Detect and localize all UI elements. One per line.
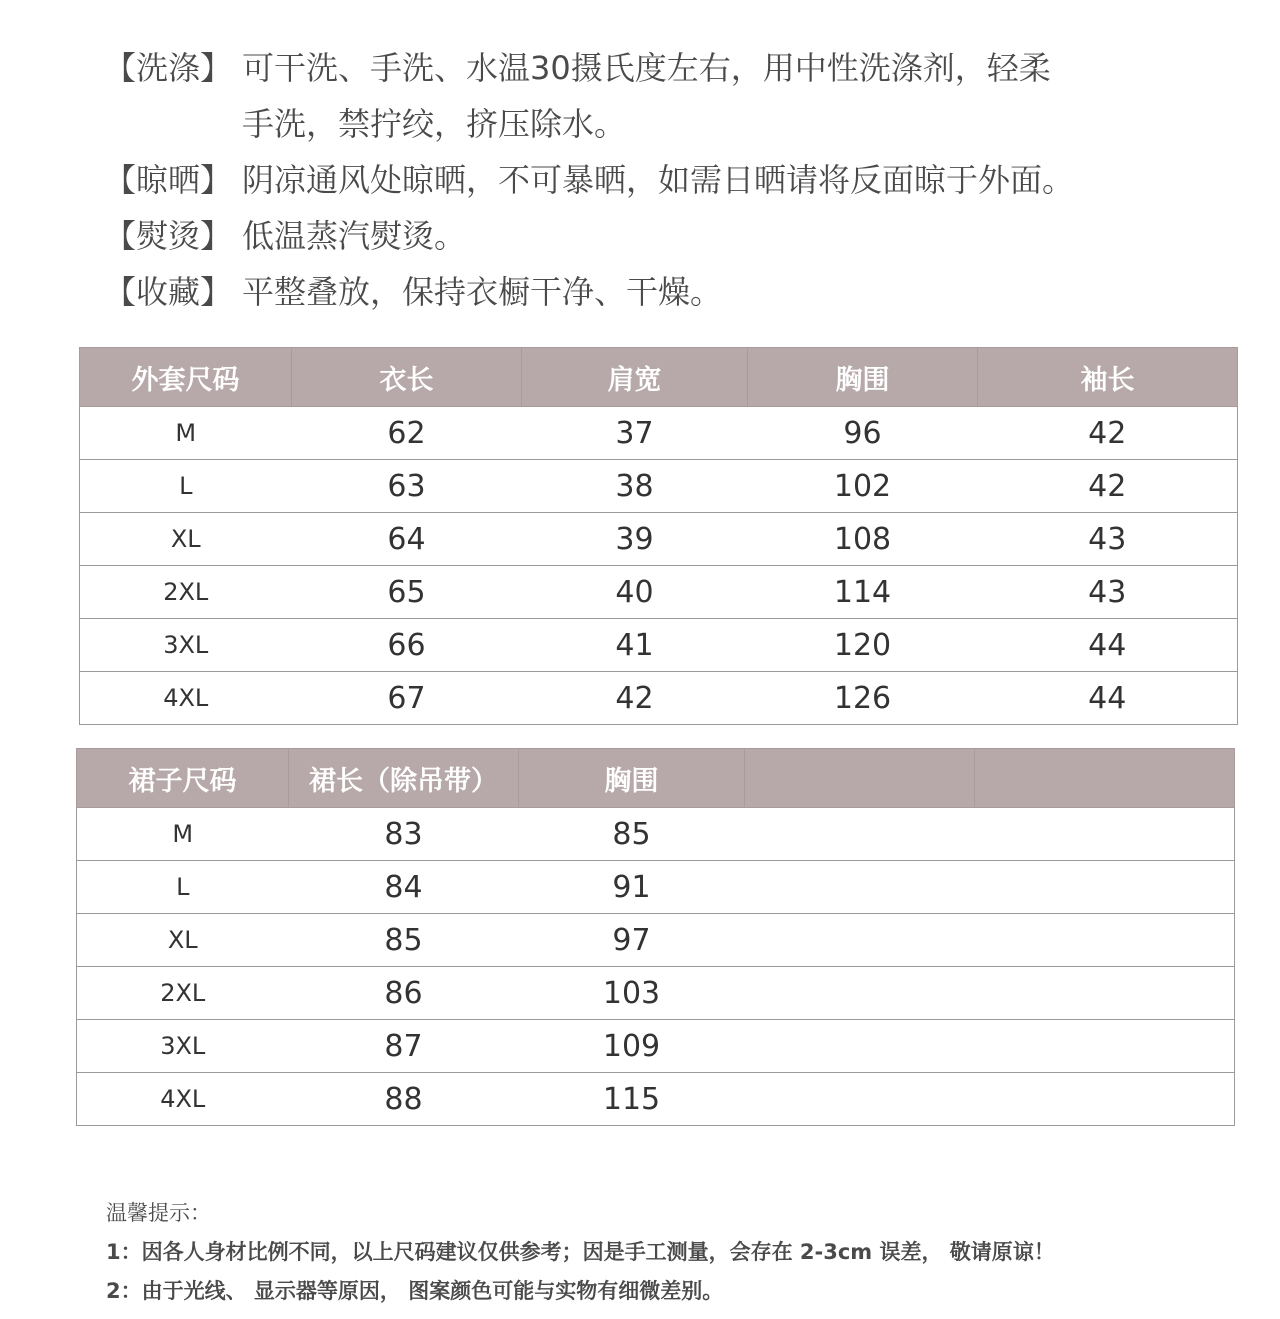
care-text: 平整叠放，保持衣橱干净、干燥。 xyxy=(242,273,723,311)
table-cell: 4XL xyxy=(77,1073,289,1126)
table-cell: 120 xyxy=(748,619,978,672)
table-cell: XL xyxy=(80,513,292,566)
table-cell: 4XL xyxy=(80,672,292,725)
table-row xyxy=(80,672,1238,725)
table-cell: 39 xyxy=(522,513,748,566)
header-cell-size: 裙子尺码 xyxy=(77,749,289,808)
table-cell: L xyxy=(80,460,292,513)
tips-title: 温馨提示： xyxy=(106,1201,211,1225)
table-cell: 88 xyxy=(289,1073,519,1126)
table-row xyxy=(77,1020,1235,1073)
header-cell-chest: 胸围 xyxy=(748,348,978,407)
care-label: 【洗涤】 xyxy=(104,49,233,87)
table-row xyxy=(80,460,1238,513)
table-cell: 38 xyxy=(522,460,748,513)
header-cell-length: 裙长（除吊带） xyxy=(289,749,519,808)
table-cell: 91 xyxy=(519,861,745,914)
table-cell: 44 xyxy=(978,619,1238,672)
table-cell: 115 xyxy=(519,1073,745,1126)
table-cell: 37 xyxy=(522,407,748,460)
table-row xyxy=(77,808,1235,861)
table-cell xyxy=(975,1073,1235,1126)
table-cell: 44 xyxy=(978,672,1238,725)
table-cell: 114 xyxy=(748,566,978,619)
table-cell: 43 xyxy=(978,566,1238,619)
table-row xyxy=(80,407,1238,460)
table-cell: 64 xyxy=(292,513,522,566)
care-label: 【熨烫】 xyxy=(104,217,233,255)
table-cell: 97 xyxy=(519,914,745,967)
table-cell: 103 xyxy=(519,967,745,1020)
table-cell xyxy=(745,1020,975,1073)
table-cell: 2XL xyxy=(80,566,292,619)
table-cell: 96 xyxy=(748,407,978,460)
table-cell: 109 xyxy=(519,1020,745,1073)
table-cell xyxy=(745,967,975,1020)
care-row-storage xyxy=(104,264,1224,320)
header-cell-size: 外套尺码 xyxy=(80,348,292,407)
tip-line: 2：由于光线、 显示器等原因， 图案颜色可能与实物有细微差别。 xyxy=(106,1279,724,1303)
table-cell: 42 xyxy=(978,407,1238,460)
header-cell-empty xyxy=(975,749,1235,808)
table-cell: 2XL xyxy=(77,967,289,1020)
table-cell xyxy=(975,967,1235,1020)
table-row xyxy=(77,914,1235,967)
table-cell: 40 xyxy=(522,566,748,619)
table-cell: 42 xyxy=(978,460,1238,513)
care-text: 低温蒸汽熨烫。 xyxy=(242,217,467,255)
table-cell: 102 xyxy=(748,460,978,513)
table-cell: 65 xyxy=(292,566,522,619)
care-row-ironing xyxy=(104,208,1224,264)
table-header-row xyxy=(80,348,1238,407)
table-cell xyxy=(975,914,1235,967)
table-cell: 62 xyxy=(292,407,522,460)
jacket-size-table xyxy=(79,347,1238,725)
table-cell xyxy=(975,861,1235,914)
table-cell: 3XL xyxy=(80,619,292,672)
skirt-size-table xyxy=(76,748,1235,1126)
tips-section xyxy=(106,1194,1246,1311)
header-cell-chest: 胸围 xyxy=(519,749,745,808)
table-cell: L xyxy=(77,861,289,914)
care-text: 可干洗、手洗、水温30摄氏度左右，用中性洗涤剂，轻柔 手洗，禁拧绞，挤压除水。 xyxy=(242,49,1051,143)
header-cell-empty xyxy=(745,749,975,808)
header-cell-shoulder: 肩宽 xyxy=(522,348,748,407)
table-cell: 83 xyxy=(289,808,519,861)
table-cell xyxy=(745,914,975,967)
table-row xyxy=(77,1073,1235,1126)
table-cell xyxy=(745,861,975,914)
table-row xyxy=(80,566,1238,619)
care-label: 【收藏】 xyxy=(104,273,233,311)
table-cell: 126 xyxy=(748,672,978,725)
table-row xyxy=(77,861,1235,914)
table-cell: 66 xyxy=(292,619,522,672)
table-cell: M xyxy=(80,407,292,460)
table-cell: 108 xyxy=(748,513,978,566)
table-cell xyxy=(745,808,975,861)
table-row xyxy=(77,967,1235,1020)
care-label: 【晾晒】 xyxy=(104,161,233,199)
table-cell: 87 xyxy=(289,1020,519,1073)
table-row xyxy=(80,619,1238,672)
table-cell: 84 xyxy=(289,861,519,914)
care-row-drying xyxy=(104,152,1224,208)
table-cell: 42 xyxy=(522,672,748,725)
table-cell: 85 xyxy=(519,808,745,861)
tip-line: 1：因各人身材比例不同，以上尺码建议仅供参考；因是手工测量，会存在 2-3cm 误差， 敬请原谅！ xyxy=(106,1240,1055,1264)
table-cell: M xyxy=(77,808,289,861)
care-instructions xyxy=(104,40,1224,320)
table-cell: 67 xyxy=(292,672,522,725)
table-cell: 43 xyxy=(978,513,1238,566)
table-cell: 86 xyxy=(289,967,519,1020)
care-row-washing xyxy=(104,40,1224,152)
table-cell: 41 xyxy=(522,619,748,672)
table-cell: 85 xyxy=(289,914,519,967)
care-text: 阴凉通风处晾晒，不可暴晒，如需日晒请将反面晾于外面。 xyxy=(242,161,1075,199)
table-cell xyxy=(975,808,1235,861)
table-cell: XL xyxy=(77,914,289,967)
table-cell: 3XL xyxy=(77,1020,289,1073)
table-cell: 63 xyxy=(292,460,522,513)
table-cell xyxy=(975,1020,1235,1073)
table-header-row xyxy=(77,749,1235,808)
table-row xyxy=(80,513,1238,566)
table-cell xyxy=(745,1073,975,1126)
header-cell-sleeve: 袖长 xyxy=(978,348,1238,407)
header-cell-length: 衣长 xyxy=(292,348,522,407)
